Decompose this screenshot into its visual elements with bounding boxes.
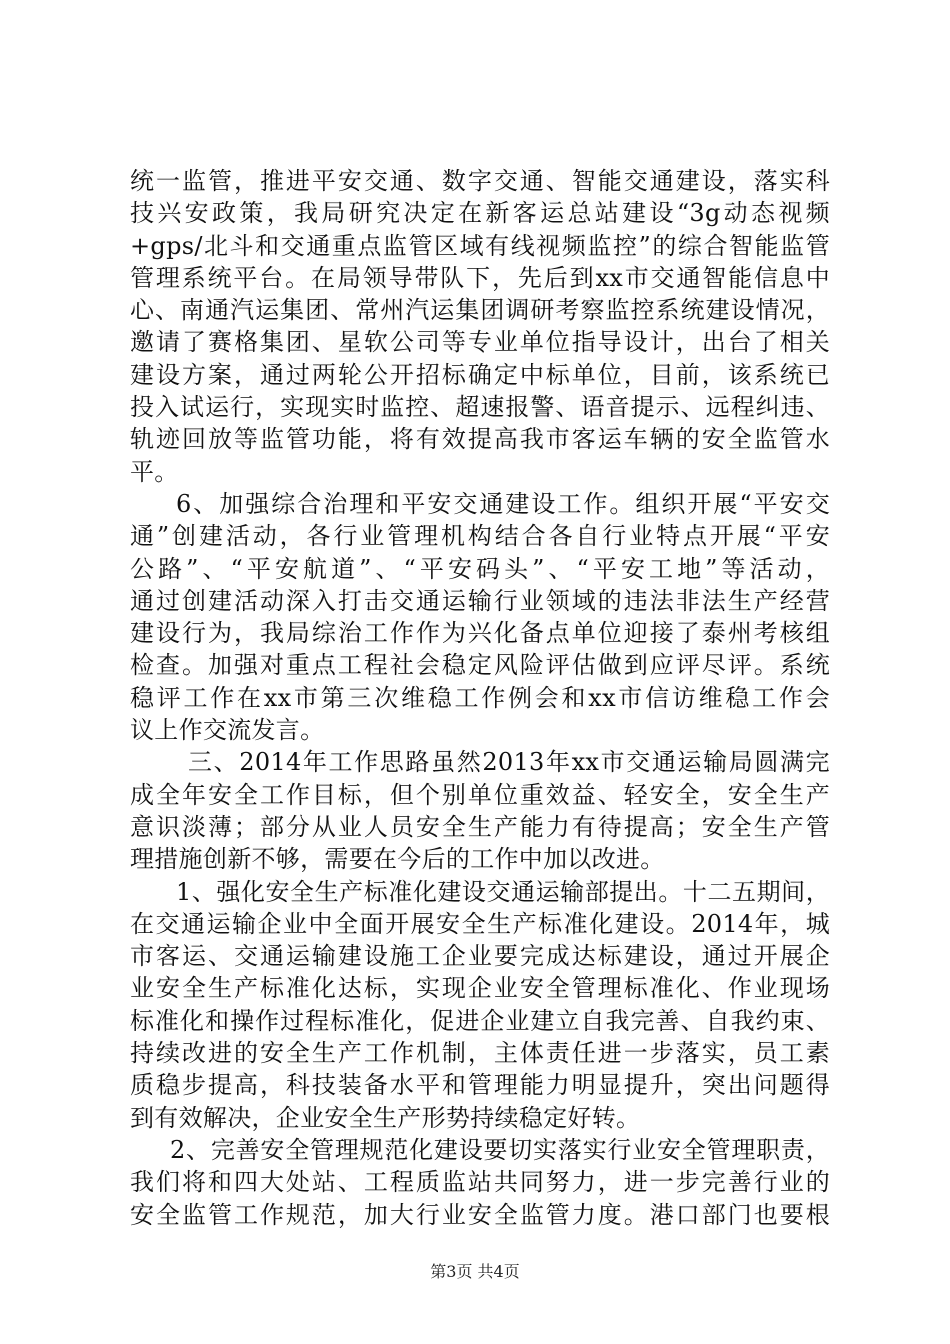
text-line: 稳评工作在xx市第三次维稳工作例会和xx市信访维稳工作会 [130, 683, 830, 712]
text-line: +gps/北斗和交通重点监管区域有线视频监控”的综合智能监管 [130, 231, 830, 260]
text-line: 邀请了赛格集团、星软公司等专业单位指导设计，出台了相关 [130, 328, 830, 357]
text-line: 检查。加强对重点工程社会稳定风险评估做到应评尽评。系统 [130, 651, 830, 680]
text-line: 安全监管工作规范，加大行业安全监管力度。港口部门也要根 [130, 1200, 830, 1229]
text-line: 统一监管，推进平安交通、数字交通、智能交通建设，落实科 [130, 167, 830, 195]
text-line: 市客运、交通运输建设施工企业要完成达标建设，通过开展企 [130, 942, 830, 971]
page-number-footer: 第3页 共4页 [430, 1262, 520, 1281]
document-body [130, 165, 830, 1231]
text-line: 心、南通汽运集团、常州汽运集团调研考察监控系统建设情况， [130, 296, 830, 325]
text-line: 平。 [130, 457, 179, 486]
paragraph-first-line: 1、强化安全生产标准化建设交通运输部提出。十二五期间， [176, 877, 830, 906]
text-line: 成全年安全工作目标，但个别单位重效益、轻安全，安全生产 [130, 780, 830, 809]
text-line: 管理系统平台。在局领导带队下，先后到xx市交通智能信息中 [130, 263, 830, 292]
text-line: 我们将和四大处站、工程质监站共同努力，进一步完善行业的 [130, 1168, 830, 1197]
text-line: 意识淡薄；部分从业人员安全生产能力有待提高；安全生产管 [130, 812, 830, 841]
paragraph-first-line: 6、加强综合治理和平安交通建设工作。组织开展“平安交 [176, 489, 830, 518]
section-heading-line: 三、2014年工作思路虽然2013年xx市交通运输局圆满完 [188, 748, 830, 777]
text-line: 轨迹回放等监管功能，将有效提高我市客运车辆的安全监管水 [130, 425, 830, 454]
text-line: 通”创建活动，各行业管理机构结合各自行业特点开展“平安 [130, 522, 830, 551]
text-line: 业安全生产标准化达标，实现企业安全管理标准化、作业现场 [130, 974, 830, 1003]
text-line: 标准化和操作过程标准化，促进企业建立自我完善、自我约束、 [130, 1006, 830, 1035]
text-line: 技兴安政策，我局研究决定在新客运总站建设“3g动态视频 [130, 199, 830, 228]
text-line: 建设行为，我局综治工作作为兴化备点单位迎接了泰州考核组 [130, 619, 830, 648]
text-line: 在交通运输企业中全面开展安全生产标准化建设。2014年，城 [130, 909, 830, 938]
text-line: 议上作交流发言。 [130, 716, 325, 745]
text-line: 到有效解决，企业安全生产形势持续稳定好转。 [130, 1103, 641, 1132]
text-line: 建设方案，通过两轮公开招标确定中标单位，目前，该系统已 [130, 360, 830, 389]
text-line: 通过创建活动深入打击交通运输行业领域的违法非法生产经营 [130, 586, 830, 615]
text-line: 公路”、“平安航道”、“平安码头”、“平安工地”等活动， [130, 554, 830, 583]
text-line: 投入试运行，实现实时监控、超速报警、语音提示、远程纠违、 [130, 393, 830, 422]
paragraph-first-line: 2、完善安全管理规范化建设要切实落实行业安全管理职责， [170, 1135, 830, 1164]
text-line: 理措施创新不够，需要在今后的工作中加以改进。 [130, 845, 665, 874]
text-line: 质稳步提高，科技装备水平和管理能力明显提升，突出问题得 [130, 1071, 830, 1100]
text-line: 持续改进的安全生产工作机制，主体责任进一步落实，员工素 [130, 1039, 830, 1068]
